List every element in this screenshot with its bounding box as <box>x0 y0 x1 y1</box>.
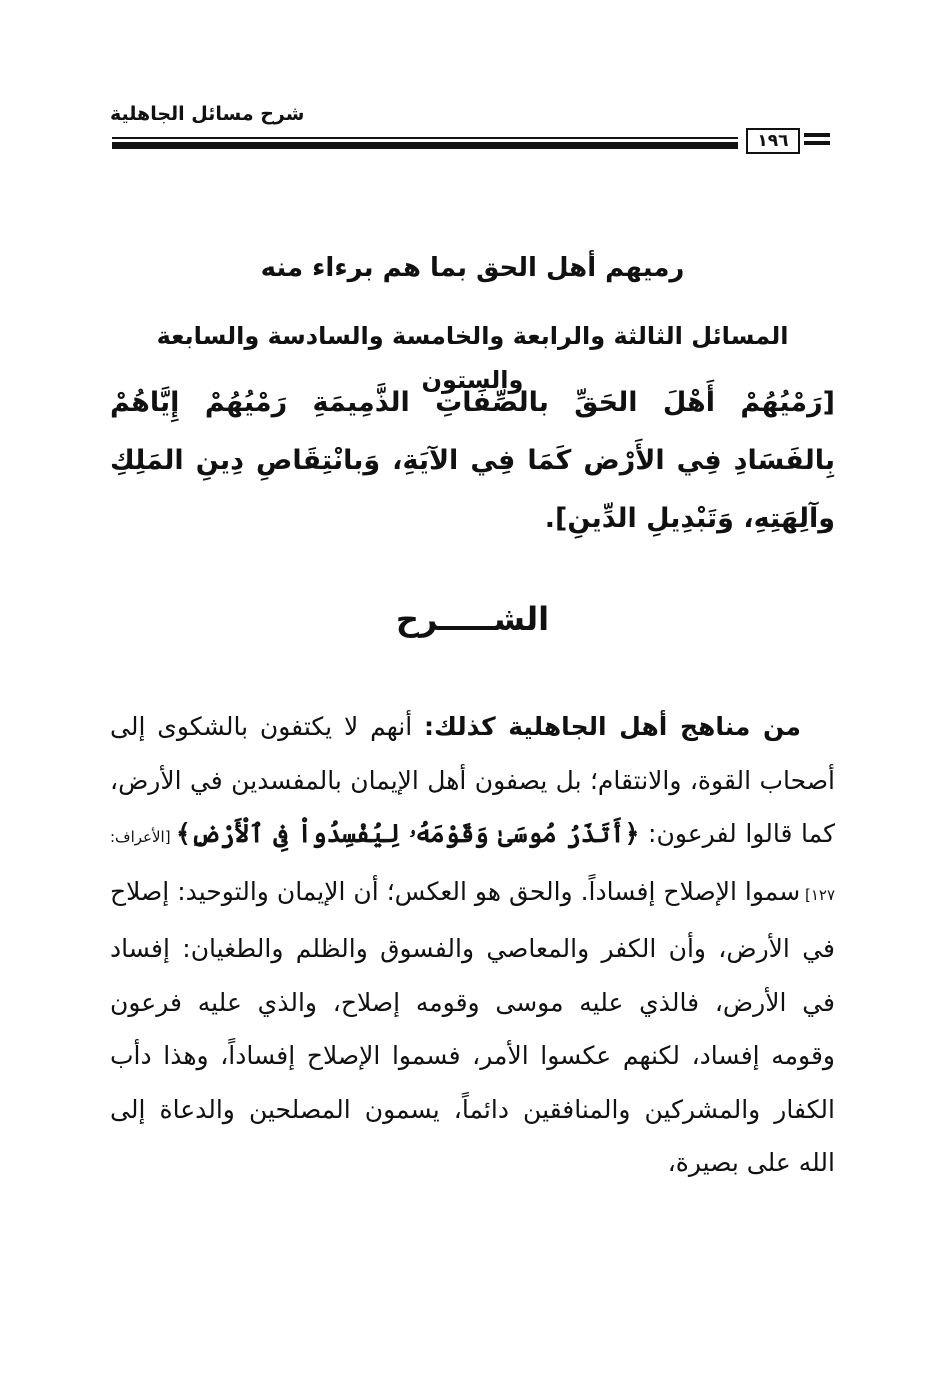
matn-quote: [رَمْيُهُمْ أَهْلَ الحَقِّ بالصِّفَاتِ الذَّمِيمَةِ رَمْيُهُمْ إِيَّاهُمْ بِالفَسَادِ فِي الأَرْض كَمَا فِي الآيَةِ، وَبانْتِقَاصِ دِينِ المَلِكِ وآلِهَتِهِ، وَتَبْدِيلِ الدِّينِ]. <box>110 387 835 534</box>
header-rule-thin <box>112 137 738 139</box>
chapter-subtitle: المسائل الثالثة والرابعة والخامسة والسادسة والسابعة والستون <box>156 322 789 394</box>
header-ornament-bottom <box>804 141 830 145</box>
chapter-title: رميهم أهل الحق بما هم برءاء منه <box>260 253 685 283</box>
running-title: شرح مسائل الجاهلية <box>110 103 305 125</box>
paragraph-lead: من مناهج أهل الجاهلية كذلك: <box>424 712 801 741</box>
header-ornament-top <box>804 133 830 137</box>
paragraph-part-2: سموا الإصلاح إفساداً. والحق هو العكس؛ أن الإيمان والتوحيد: إصلاح في الأرض، وأن الكفر والمعاصي والفسوق والظلم والطغيان: إفساد في الأرض، فالذي عليه موسى وقومه إصلاح، والذي عليه فرعون وقومه إفساد، لكنهم عكسوا الأمر، فسموا الإصلاح إفساداً، وهذا دأب الكفار والمشركين والمنافقين دائماً، يسمون المصلحين والدعاة إلى الله على بصيرة، <box>110 876 835 1177</box>
header-rule-thick <box>112 142 738 149</box>
paragraph-part-1: أنهم لا يكتفون بالشكوى إلى أصحاب القوة، والانتقام؛ بل يصفون أهل الإيمان بالمفسدين في الأرض، كما قالوا لفرعون: <box>110 712 835 848</box>
quran-verse: ﴿أَتَذَرُ مُوسَىٰ وَقَوْمَهُۥ لِيُفْسِدُواْ فِى ٱلْأَرْضِ﴾ <box>176 819 640 848</box>
verse-reference: [الأعراف: ١٢٧] <box>110 828 835 904</box>
section-heading: الشـــــرح <box>395 600 550 638</box>
page-number: ١٩٦ <box>746 128 800 154</box>
commentary-paragraph <box>110 700 835 1190</box>
